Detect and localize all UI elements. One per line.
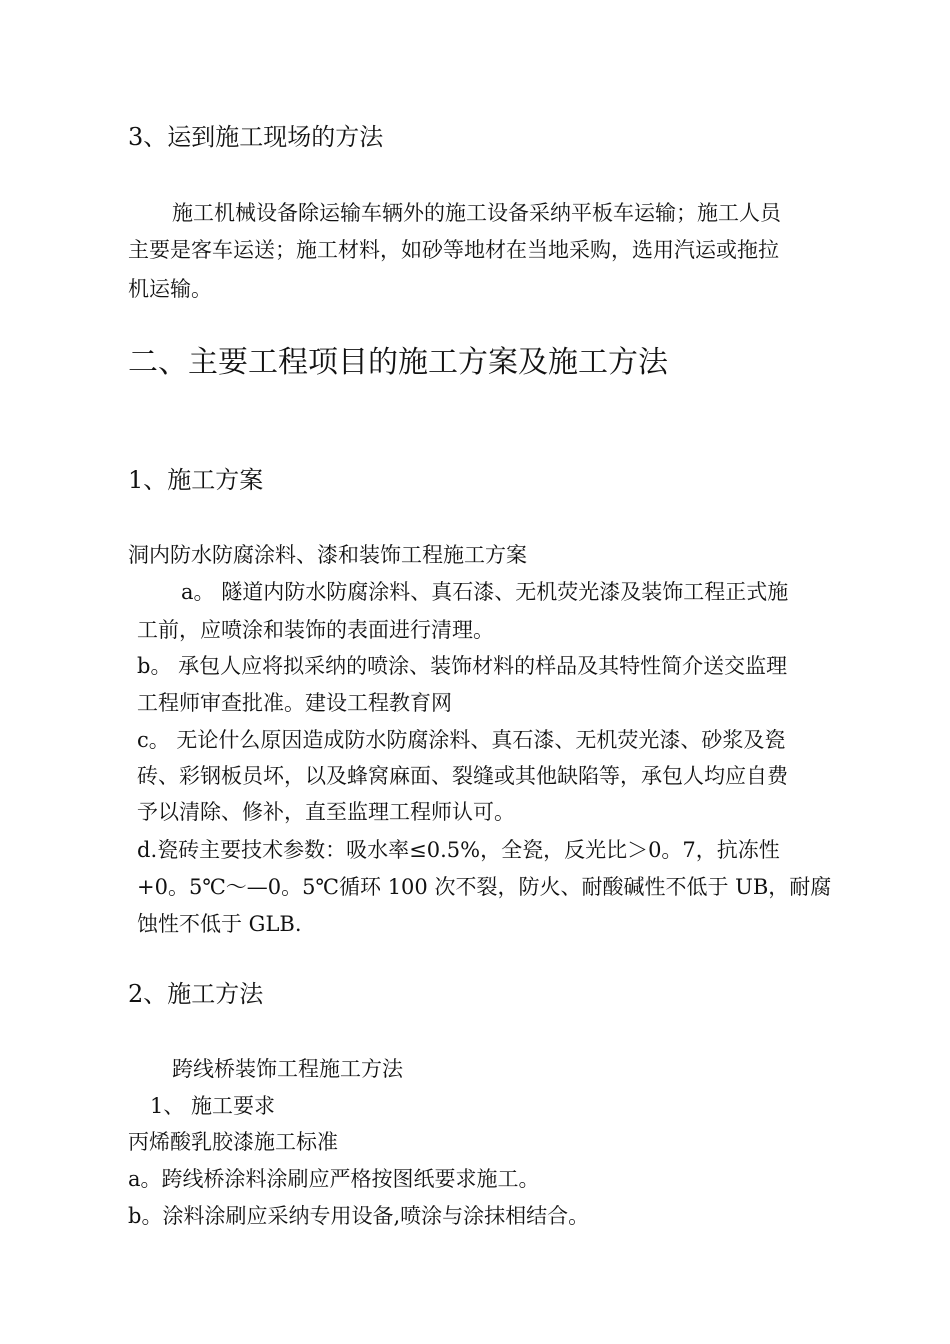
plan-item-c-line-3: 予以清除、修补，直至监理工程师认可。 [137,800,515,824]
plan-item-a-line-2: 工前，应喷涂和装饰的表面进行清理。 [137,618,494,642]
chapter-title-main-projects: 二、主要工程项目的施工方案及施工方法 [128,345,668,380]
plan-item-d-line-1: d.瓷砖主要技术参数：吸水率≤0.5%，全瓷，反光比＞0。7，抗冻性 [137,838,780,862]
plan-item-a-line-1: a。 隧道内防水防腐涂料、真石漆、无机荧光漆及装饰工程正式施 [181,580,789,604]
section-title-transport: 3、运到施工现场的方法 [128,123,384,151]
plan-item-b-line-1: b。 承包人应将拟采纳的喷涂、装饰材料的样品及其特性简介送交监理 [137,654,788,678]
subsection-title-plan: 1、施工方案 [128,466,264,494]
plan-item-d-line-3: 蚀性不低于 GLB. [137,912,302,936]
method-requirement: 1、 施工要求 [150,1094,276,1118]
subsection-title-method: 2、施工方法 [128,980,264,1008]
plan-heading: 洞内防水防腐涂料、漆和装饰工程施工方案 [128,543,527,567]
method-heading: 跨线桥装饰工程施工方法 [172,1057,403,1081]
paragraph-transport-line-2: 主要是客车运送；施工材料，如砂等地材在当地采购，选用汽运或拖拉 [128,238,779,262]
method-item-b: b。涂料涂刷应采纳专用设备,喷涂与涂抹相结合。 [128,1204,590,1228]
plan-item-c-line-2: 砖、彩钢板员坏，以及蜂窝麻面、裂缝或其他缺陷等，承包人均应自费 [137,764,788,788]
plan-item-d-line-2: +0。5℃～—0。5℃循环 100 次不裂，防火、耐酸碱性不低于 UB，耐腐 [137,875,832,899]
method-item-a: a。跨线桥涂料涂刷应严格按图纸要求施工。 [128,1167,540,1191]
method-standard: 丙烯酸乳胶漆施工标准 [128,1130,338,1154]
plan-item-b-line-2: 工程师审查批准。建设工程教育网 [137,691,452,715]
plan-item-c-line-1: c。 无论什么原因造成防水防腐涂料、真石漆、无机荧光漆、砂浆及瓷 [137,728,786,752]
paragraph-transport-line-1: 施工机械设备除运输车辆外的施工设备采纳平板车运输；施工人员 [172,201,781,225]
paragraph-transport-line-3: 机运输。 [128,277,212,301]
